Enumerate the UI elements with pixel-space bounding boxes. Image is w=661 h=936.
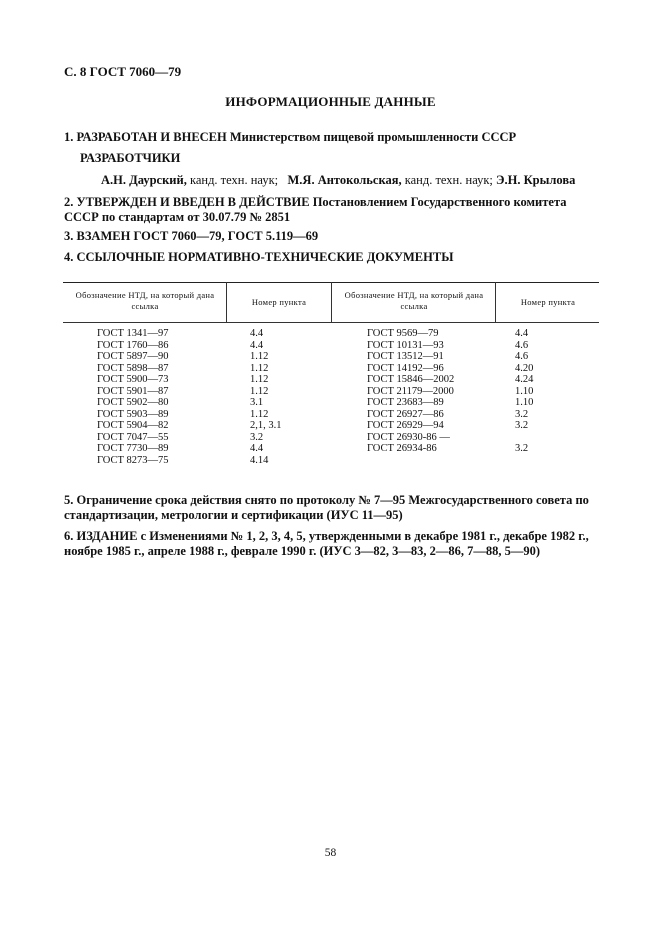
section-1-heading: РАЗРАБОТАН И ВНЕСЕН xyxy=(76,130,227,144)
table-cell-item: 1.12 xyxy=(250,362,269,374)
section-6-number: 6. xyxy=(64,529,74,543)
table-cell-doc: ГОСТ 7047—55 xyxy=(97,431,169,443)
table-header-doc: Обозначение НТД, на который дана ссылка xyxy=(75,290,215,311)
table-column-divider xyxy=(226,282,227,322)
table-cell-doc: ГОСТ 5900—73 xyxy=(97,374,169,385)
table-cell-item: 4.4 xyxy=(250,443,264,454)
table-cell-doc: ГОСТ 1760—86 xyxy=(97,339,169,351)
section-2-text: Постановлением Государственного комитета СССР по стандартам от 30.07.79 № 2851 xyxy=(64,195,567,224)
table-cell-doc: ГОСТ 23683—89 xyxy=(367,397,444,408)
table-cell-item: 4.6 xyxy=(515,339,529,351)
developers-label: РАЗРАБОТЧИКИ xyxy=(80,151,181,165)
table-cell-item xyxy=(515,432,533,444)
table-cell-doc: ГОСТ 1341—97 xyxy=(97,328,169,339)
section-1-text: Министерством пищевой промышленности СССР xyxy=(229,130,517,144)
table-cell-doc: ГОСТ 14192—96 xyxy=(367,362,444,374)
section-5-number: 5. xyxy=(64,493,74,507)
table-cell-doc: ГОСТ 15846—2002 xyxy=(367,374,455,385)
table-cell-item: 4.6 xyxy=(515,351,529,362)
table-cell-item: 3.2 xyxy=(515,420,529,431)
table-cell-item: 1.12 xyxy=(250,408,269,420)
table-column-left-items xyxy=(250,328,282,466)
table-column-left-docs xyxy=(97,328,169,466)
table-cell-doc: ГОСТ 5897—90 xyxy=(97,351,169,362)
table-cell-doc: ГОСТ 5903—89 xyxy=(97,408,169,420)
section-6-text: ИЗДАНИЕ с Изменениями № 1, 2, 3, 4, 5, утвержденными в декабре 1981 г., декабре 1982 г., ноябре 1985 г., апреле 1988 г., феврале 1990 г. (ИУС 3—82, 3—83, 2—86, 7—88, 5—90) xyxy=(64,529,589,558)
table-cell-doc: ГОСТ 26927—86 xyxy=(367,408,444,420)
section-2 xyxy=(64,195,604,225)
table-cell-doc: ГОСТ 5904—82 xyxy=(97,420,169,431)
table-cell-item: 3.1 xyxy=(250,397,264,408)
table-cell-doc: ГОСТ 26934-86 xyxy=(367,443,437,454)
table-cell-item: 3.2 xyxy=(515,443,529,454)
table-cell-doc: ГОСТ 5898—87 xyxy=(97,362,169,374)
table-header-rule xyxy=(63,322,599,323)
developer-title: канд. техн. наук; xyxy=(404,173,493,187)
section-4 xyxy=(64,250,604,265)
table-header-item: Номер пункта xyxy=(520,297,576,307)
table-cell-item: 4.14 xyxy=(250,454,269,466)
table-cell-item: 4.4 xyxy=(250,328,264,339)
section-5 xyxy=(64,493,604,523)
table-cell-doc: ГОСТ 8273—75 xyxy=(97,454,169,466)
table-column-right-docs xyxy=(367,328,454,455)
table-cell-item: 4.24 xyxy=(515,374,534,385)
table-column-right-items xyxy=(515,328,533,455)
table-cell-item: 1.10 xyxy=(515,397,534,408)
table-cell-item: 2,1, 3.1 xyxy=(250,420,282,431)
page-number: 58 xyxy=(324,847,337,859)
section-3-number: 3. xyxy=(64,229,74,243)
table-cell-doc: ГОСТ 7730—89 xyxy=(97,443,169,454)
section-2-number: 2. xyxy=(64,195,74,209)
section-2-heading: УТВЕРЖДЕН И ВВЕДЕН В ДЕЙСТВИЕ xyxy=(76,195,310,209)
section-1-number: 1. xyxy=(64,130,74,144)
section-3-heading: ВЗАМЕН ГОСТ 7060—79, ГОСТ 5.119—69 xyxy=(76,229,319,243)
table-cell-item: 4.4 xyxy=(515,328,529,339)
document-title: ИНФОРМАЦИОННЫЕ ДАННЫЕ xyxy=(225,94,436,109)
table-cell-item: 4.20 xyxy=(515,362,534,374)
table-cell-item: 1.10 xyxy=(515,385,534,397)
table-cell-doc: ГОСТ 5901—87 xyxy=(97,385,169,397)
developer-name: М.Я. Антокольская, xyxy=(287,173,402,187)
table-column-divider xyxy=(331,282,332,322)
section-5-text: Ограничение срока действия снято по протоколу № 7—95 Межгосударственного совета по стандартизации, метрологии и сертификации (ИУС 11—95) xyxy=(64,493,589,522)
table-header-doc: Обозначение НТД, на который дана ссылка xyxy=(344,290,484,311)
section-3 xyxy=(64,229,604,244)
table-cell-doc: ГОСТ 5902—80 xyxy=(97,397,169,408)
table-cell-doc: ГОСТ 10131—93 xyxy=(367,339,444,351)
table-cell-item: 1.12 xyxy=(250,385,269,397)
table-header-item: Номер пункта xyxy=(251,297,307,307)
table-cell-doc: ГОСТ 13512—91 xyxy=(367,351,444,362)
table-cell-doc: ГОСТ 9569—79 xyxy=(367,328,439,339)
table-column-divider xyxy=(495,282,496,322)
page-header: С. 8 ГОСТ 7060—79 xyxy=(64,64,182,79)
developer-name: А.Н. Даурский, xyxy=(101,173,187,187)
section-6 xyxy=(64,529,604,559)
table-cell-doc: ГОСТ 21179—2000 xyxy=(367,385,454,397)
section-1 xyxy=(64,130,604,145)
table-cell-doc: ГОСТ 26929—94 xyxy=(367,420,444,431)
table-cell-item: 4.4 xyxy=(250,339,264,351)
table-cell-item: 3.2 xyxy=(515,408,529,420)
table-cell-item: 3.2 xyxy=(250,431,264,443)
developers-list xyxy=(101,173,575,188)
section-4-heading: ССЫЛОЧНЫЕ НОРМАТИВНО-ТЕХНИЧЕСКИЕ ДОКУМЕНТЫ xyxy=(76,250,454,264)
developer-title: канд. техн. наук; xyxy=(189,173,279,187)
table-cell-item: 1.12 xyxy=(250,351,269,362)
table-cell-doc: ГОСТ 26930-86 — xyxy=(367,431,450,443)
section-4-number: 4. xyxy=(64,250,74,264)
table-cell-item: 1.12 xyxy=(250,374,269,385)
developer-name: Э.Н. Крылова xyxy=(496,173,576,187)
